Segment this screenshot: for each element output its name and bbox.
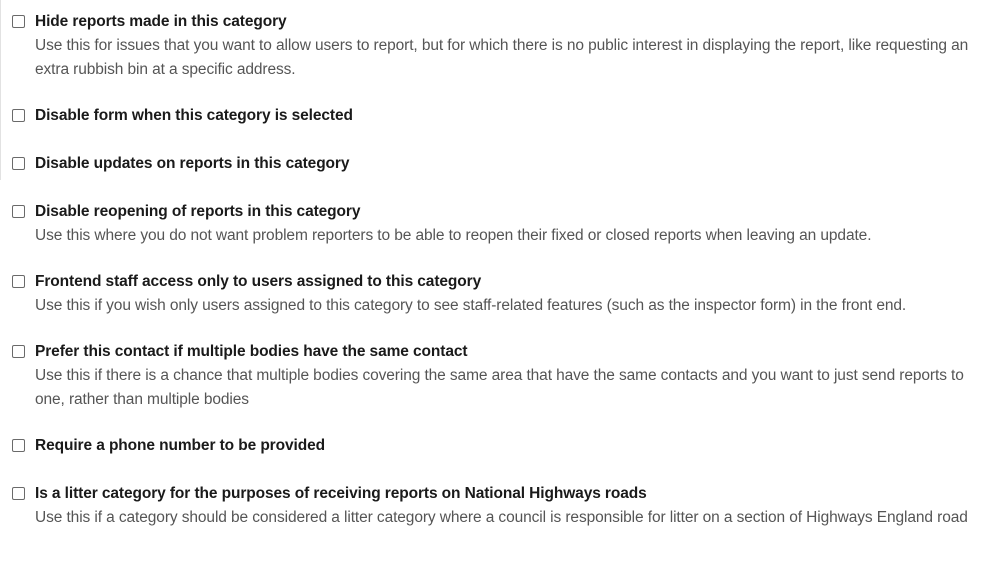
option-litter-category bbox=[12, 482, 987, 530]
option-frontend-staff-access bbox=[12, 270, 987, 318]
frontend-staff-access-checkbox[interactable] bbox=[12, 275, 25, 288]
disable-form-label[interactable]: Disable form when this category is selected bbox=[35, 107, 353, 124]
disable-reopening-hint: Use this where you do not want problem reporters to be able to reopen their fixed or closed reports when leaving an update. bbox=[35, 227, 872, 244]
options-list bbox=[12, 10, 987, 552]
option-hide-reports bbox=[12, 10, 987, 82]
litter-category-checkbox[interactable] bbox=[12, 487, 25, 500]
disable-form-checkbox[interactable] bbox=[12, 109, 25, 122]
prefer-contact-label[interactable]: Prefer this contact if multiple bodies have the same contact bbox=[35, 343, 468, 360]
disable-updates-label[interactable]: Disable updates on reports in this category bbox=[35, 155, 350, 172]
litter-category-hint: Use this if a category should be considered a litter category where a council is responsible for litter on a section of Highways England road bbox=[35, 509, 968, 526]
disable-reopening-label[interactable]: Disable reopening of reports in this category bbox=[35, 203, 361, 220]
option-require-phone bbox=[12, 434, 987, 458]
left-divider bbox=[0, 0, 1, 180]
hide-reports-label[interactable]: Hide reports made in this category bbox=[35, 13, 287, 30]
option-disable-updates bbox=[12, 152, 987, 176]
option-prefer-contact bbox=[12, 340, 987, 412]
require-phone-checkbox[interactable] bbox=[12, 439, 25, 452]
litter-category-label[interactable]: Is a litter category for the purposes of receiving reports on National Highways roads bbox=[35, 485, 647, 502]
disable-reopening-checkbox[interactable] bbox=[12, 205, 25, 218]
frontend-staff-access-label[interactable]: Frontend staff access only to users assigned to this category bbox=[35, 273, 482, 290]
require-phone-label[interactable]: Require a phone number to be provided bbox=[35, 437, 325, 454]
prefer-contact-hint: Use this if there is a chance that multiple bodies covering the same area that have the same contacts and you want to just send reports to one, rather than multiple bodies bbox=[35, 367, 964, 408]
option-disable-form bbox=[12, 104, 987, 128]
disable-updates-checkbox[interactable] bbox=[12, 157, 25, 170]
frontend-staff-access-hint: Use this if you wish only users assigned to this category to see staff-related features (such as the inspector form) in the front end. bbox=[35, 297, 907, 314]
option-disable-reopening bbox=[12, 200, 987, 248]
hide-reports-checkbox[interactable] bbox=[12, 15, 25, 28]
hide-reports-hint: Use this for issues that you want to allow users to report, but for which there is no public interest in displaying the report, like requesting an extra rubbish bin at a specific address. bbox=[35, 37, 969, 78]
prefer-contact-checkbox[interactable] bbox=[12, 345, 25, 358]
